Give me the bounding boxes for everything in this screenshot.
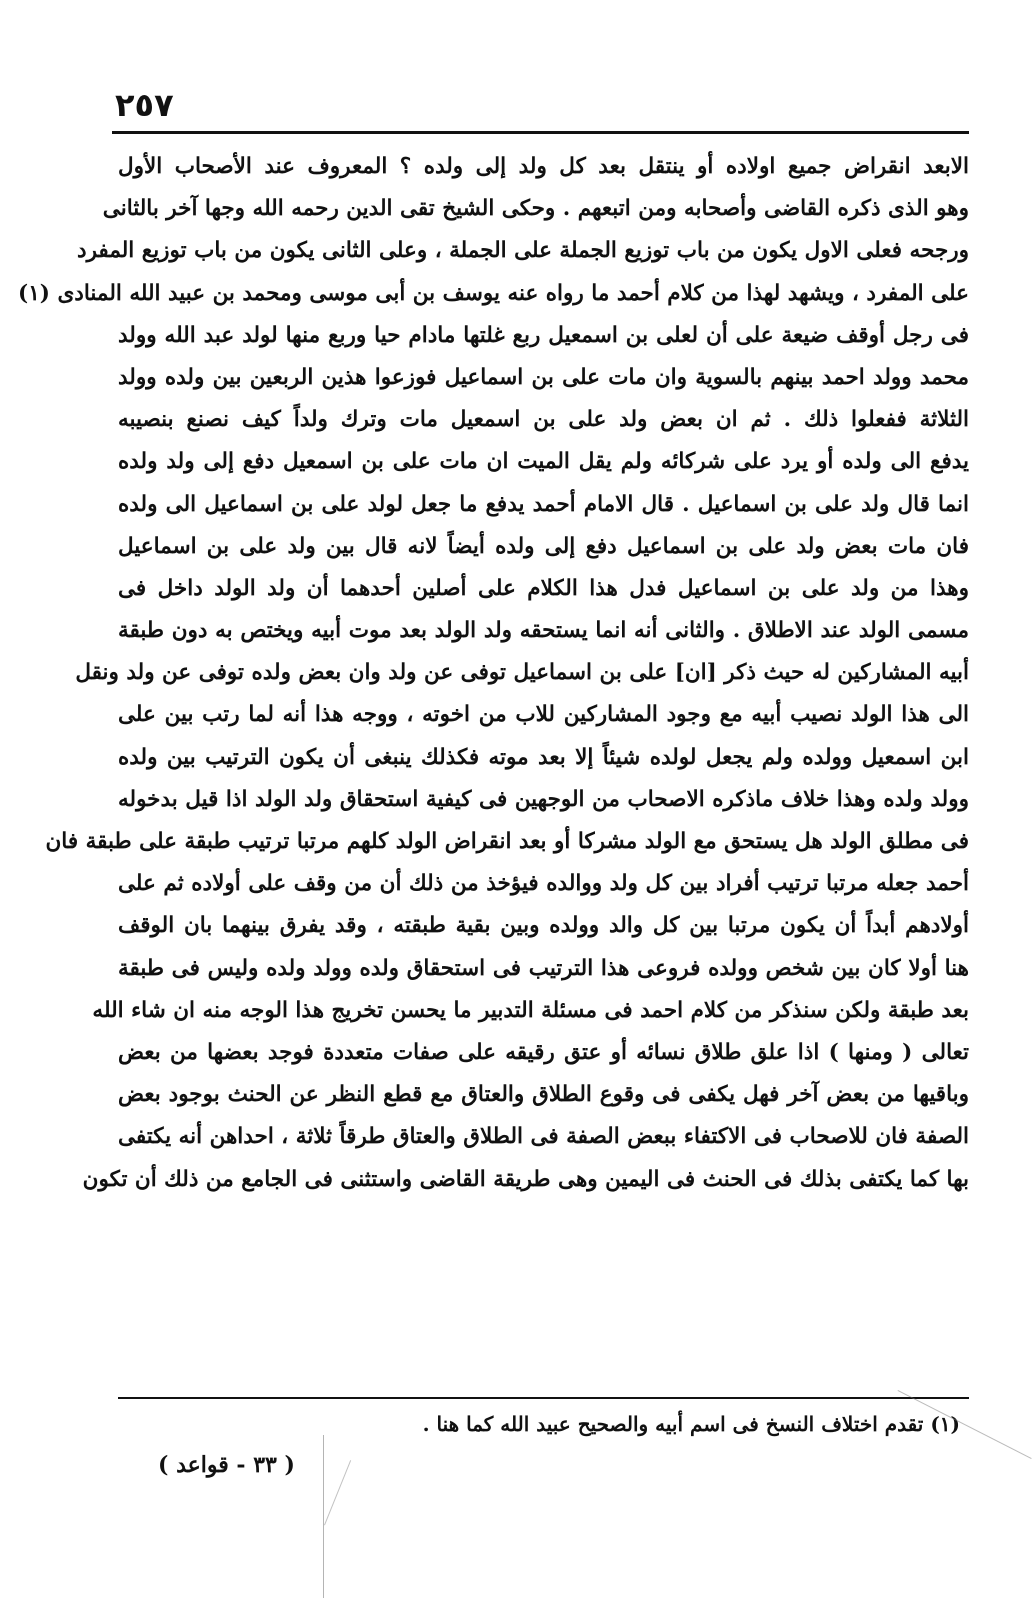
text-line: فى رجل أوقف ضيعة على أن لعلى بن اسمعيل ربع غلتها مادام حيا وربع منها لولد عبد الله وولد [118,322,969,348]
text-line: ابن اسمعيل وولده ولم يجعل لولده شيئاً إلا بعد موته فكذلك ينبغى أن يكون الترتيب بين ولده [118,744,969,770]
text-line: وباقيها من بعض آخر فهل يكفى فى وقوع الطلاق والعتاق مع قطع النظر عن الحنث بوجود بعض [118,1082,969,1108]
text-line: يدفع الى ولده أو يرد على شركائه ولم يقل الميت ان مات على بن اسمعيل دفع إلى ولد ولده [118,449,969,475]
text-line: الصفة فان للاصحاب فى الاكتفاء ببعض الصفة فى الطلاق والعتاق طرقاً ثلاثة ، احداهن أنه يكتفى [117,1124,969,1150]
text-line: الى هذا الولد نصيب أبيه مع وجود المشاركين للاب من اخوته ، ووجه هذا أنه لما رتب بين على [118,702,969,728]
text-line: مسمى الولد عند الاطلاق . والثانى أنه انما يستحقه ولد الولد بعد موت أبيه ويختص به دون طبقة [118,618,969,644]
page-number: ٢٥٧ [115,86,174,124]
text-line: فان مات بعض ولد على بن اسماعيل دفع إلى ولده أيضاً لانه قال بين ولد على بن اسماعيل [118,533,969,559]
text-line: انما قال ولد على بن اسماعيل . قال الامام أحمد يدفع ما جعل لولد على بن اسماعيل الى ولده [118,491,969,517]
text-line: الابعد انقراض جميع اولاده أو ينتقل بعد كل ولد إلى ولده ؟ المعروف عند الأصحاب الأول [118,154,969,179]
text-line: وهو الذى ذكره القاضى وأصحابه ومن اتبعهم . وحكى الشيخ تقى الدين رحمه الله وجها آخر بالثانى [102,196,969,222]
text-line: أبيه المشاركين له حيث ذكر [ان] على بن اسماعيل توفى عن ولد وان بعض ولده توفى عن ولد ونقل [75,660,969,686]
text-line: ورجحه فعلى الاول يكون من باب توزيع الجملة على الجملة ، وعلى الثانى يكون من باب توزيع المفرد [77,238,969,264]
text-line: بعد طبقة ولكن سنذكر من كلام احمد فى مسئلة التدبير ما يحسن تخريج هذا الوجه منه ان شاء الله [92,997,969,1023]
text-line: محمد وولد احمد بينهم بالسوية وان مات على بن اسماعيل فوزعوا هذين الربعين بين ولده وولد [118,364,969,390]
text-line: وهذا من ولد على بن اسماعيل فدل هذا الكلام على أصلين أحدهما أن ولد الولد داخل فى [118,575,969,601]
signature-mark: ( ٣٣ - قواعد ) [158,1452,295,1478]
scan-scratch [323,1435,324,1598]
text-line: فى مطلق الولد هل يستحق مع الولد مشركا أو بعد انقراض الولد كلهم مرتبا ترتيب طبقة على طبقة فان [45,829,969,854]
text-line: بها كما يكتفى بذلك فى الحنث فى اليمين وهى طريقة القاضى واستثنى فى الجامع من ذلك أن تكون [82,1166,969,1192]
text-line: هنا أولا كان بين شخص وولده فروعى هذا الترتيب فى استحقاق ولده وولد ولده وليس فى طبقة [118,955,969,981]
text-line: تعالى ( ومنها ) اذا علق طلاق نسائه أو عتق رقيقه على صفات متعددة فوجد بعضها من بعض [118,1039,969,1065]
body-text [18,146,969,1201]
text-line: أحمد جعله مرتبا ترتيب أفراد بين كل ولد ووالده فيؤخذ من ذلك أن من وقف على أولاده ثم على [118,871,969,897]
text-line: وولد ولده وهذا خلاف ماذكره الاصحاب من الوجهين فى كيفية استحقاق ولد الولد اذا قيل بدخوله [118,786,969,812]
footnote-rule [118,1397,969,1399]
footnote: (١) تقدم اختلاف النسخ فى اسم أبيه والصحيح عبيد الله كما هنا . [422,1412,960,1436]
text-line: على المفرد ، ويشهد لهذا من كلام أحمد ما رواه عنه يوسف بن أبى موسى ومحمد بن عبيد الله المنادى (١) [18,280,969,306]
header-rule [112,131,969,134]
text-line: الثلاثة ففعلوا ذلك . ثم ان بعض ولد على بن اسمعيل مات وترك ولداً كيف نصنع بنصيبه [118,407,969,433]
text-line: أولادهم أبداً أن يكون مرتبا بين كل والد وولده وبين بقية طبقته ، وقد يفرق بينهما بان الوقف [118,913,969,939]
